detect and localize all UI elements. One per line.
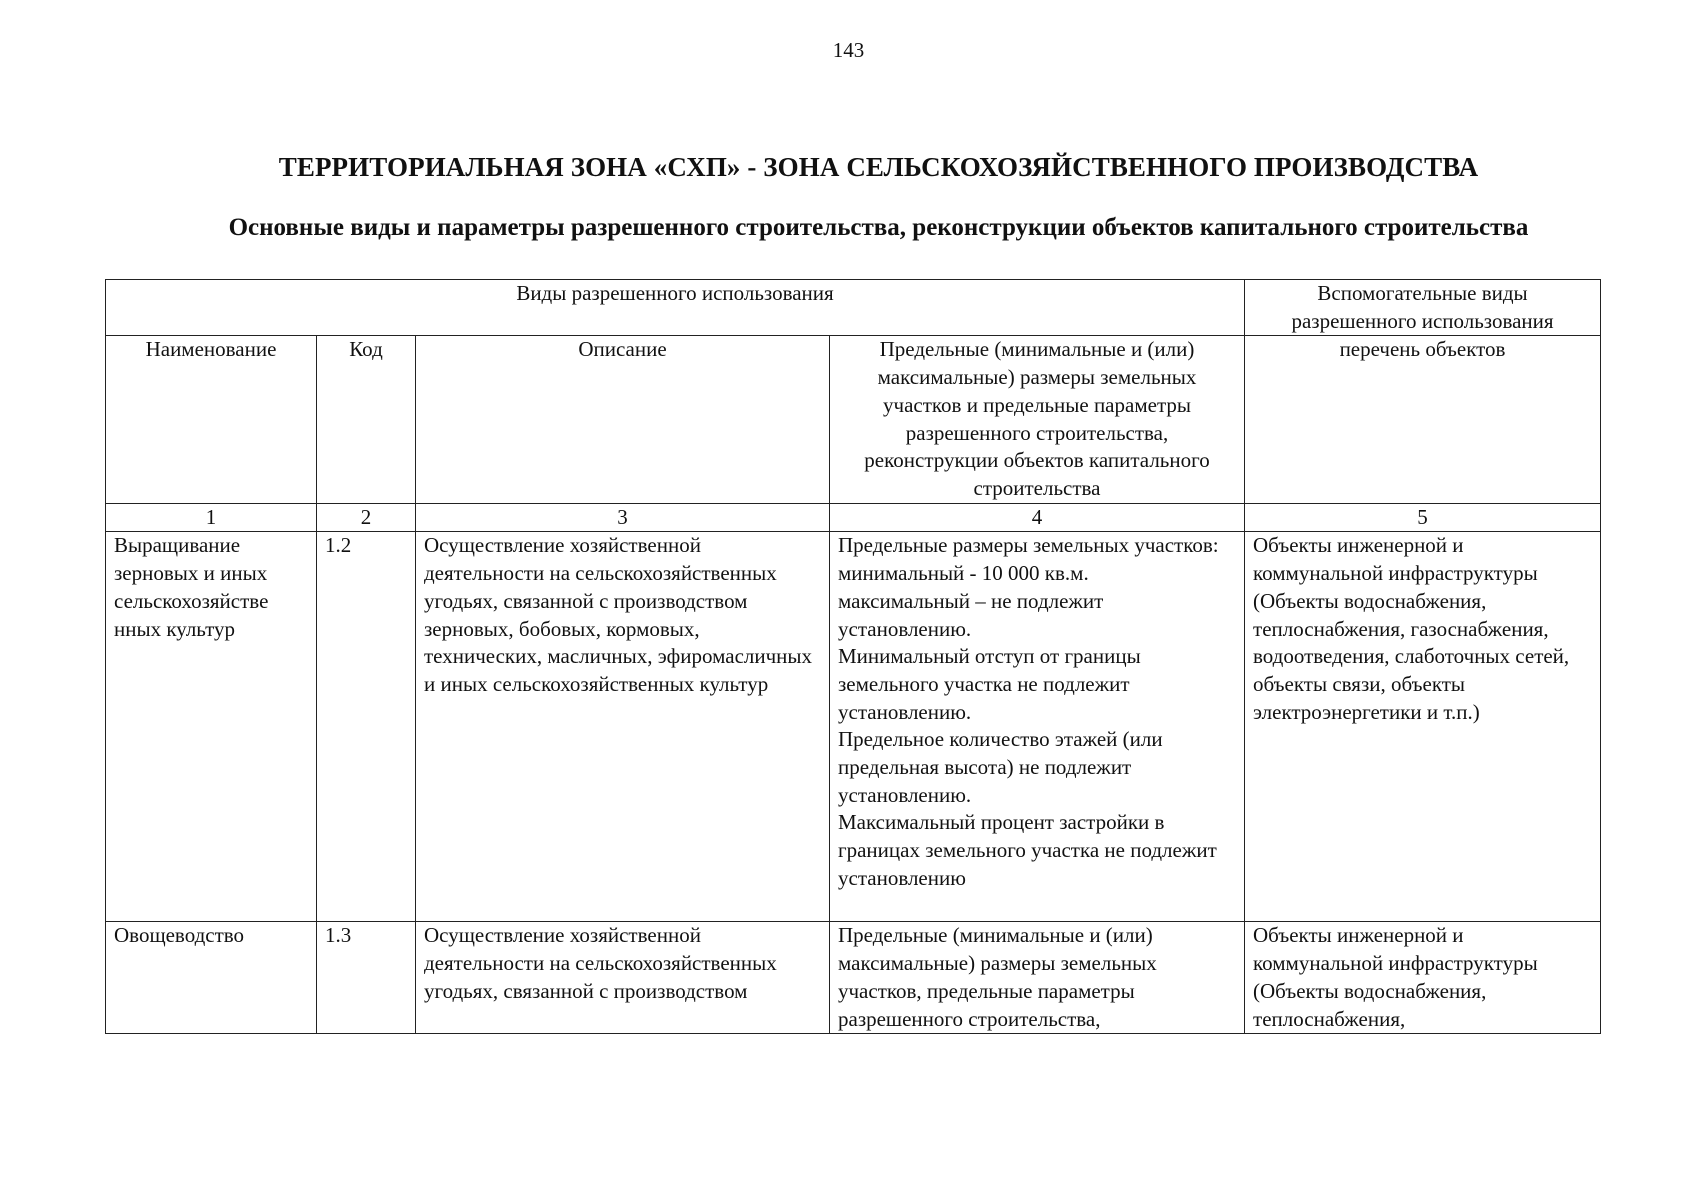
column-header-name: Наименование [106, 336, 317, 504]
column-header-description: Описание [416, 336, 830, 504]
column-header-objects: перечень объектов [1245, 336, 1601, 504]
cell-parameters: Предельные (минимальные и (или) максимальные) размеры земельных участков, предельные параметры разрешенного строительства, [830, 922, 1245, 1034]
cell-auxiliary: Объекты инженерной и коммунальной инфраструктуры (Объекты водоснабжения, теплоснабжения, [1245, 922, 1601, 1034]
cell-description: Осуществление хозяйственной деятельности на сельскохозяйственных угодьях, связанной с производством зерновых, бобовых, кормовых, технических, масличных, эфиромасличных и иных сельскохозяйственных культур [416, 532, 830, 922]
cell-name: Овощеводство [106, 922, 317, 1034]
column-number: 2 [317, 504, 416, 532]
column-header-row [106, 336, 1601, 504]
column-number: 1 [106, 504, 317, 532]
column-number: 5 [1245, 504, 1601, 532]
table-row [106, 532, 1601, 922]
group-header-aux: Вспомогательные виды разрешенного использования [1245, 280, 1601, 336]
land-use-table [105, 279, 1601, 1034]
cell-description: Осуществление хозяйственной деятельности на сельскохозяйственных угодьях, связанной с производством [416, 922, 830, 1034]
column-number: 3 [416, 504, 830, 532]
column-number: 4 [830, 504, 1245, 532]
cell-parameters: Предельные размеры земельных участков: минимальный - 10 000 кв.м. максимальный – не подлежит установлению. Минимальный отступ от границы земельного участка не подлежит установлению. Предельное количество этажей (или предельная высота) не подлежит установлению. Максимальный процент застройки в границах земельного участка не подлежит установлению [830, 532, 1245, 922]
page-number: 143 [832, 38, 865, 62]
cell-name: Выращивание зерновых и иных сельскохозяйстве нных культур [106, 532, 317, 922]
cell-code: 1.2 [317, 532, 416, 922]
group-header-row [106, 280, 1601, 336]
zone-title: ТЕРРИТОРИАЛЬНАЯ ЗОНА «СХП» - ЗОНА СЕЛЬСКОХОЗЯЙСТВЕННОГО ПРОИЗВОДСТВА [278, 152, 1479, 182]
column-header-parameters: Предельные (минимальные и (или) максимальные) размеры земельных участков и предельные параметры разрешенного строительства, реконструкции объектов капитального строительства [830, 336, 1245, 504]
table-row [106, 922, 1601, 1034]
cell-code: 1.3 [317, 922, 416, 1034]
table-subtitle: Основные виды и параметры разрешенного строительства, реконструкции объектов капитального строительства [228, 214, 1529, 241]
column-header-code: Код [317, 336, 416, 504]
cell-auxiliary: Объекты инженерной и коммунальной инфраструктуры (Объекты водоснабжения, теплоснабжения, газоснабжения, водоотведения, слаботочных сетей, объекты связи, объекты электроэнергетики и т.п.) [1245, 532, 1601, 922]
column-number-row [106, 504, 1601, 532]
group-header-main: Виды разрешенного использования [106, 280, 1245, 336]
